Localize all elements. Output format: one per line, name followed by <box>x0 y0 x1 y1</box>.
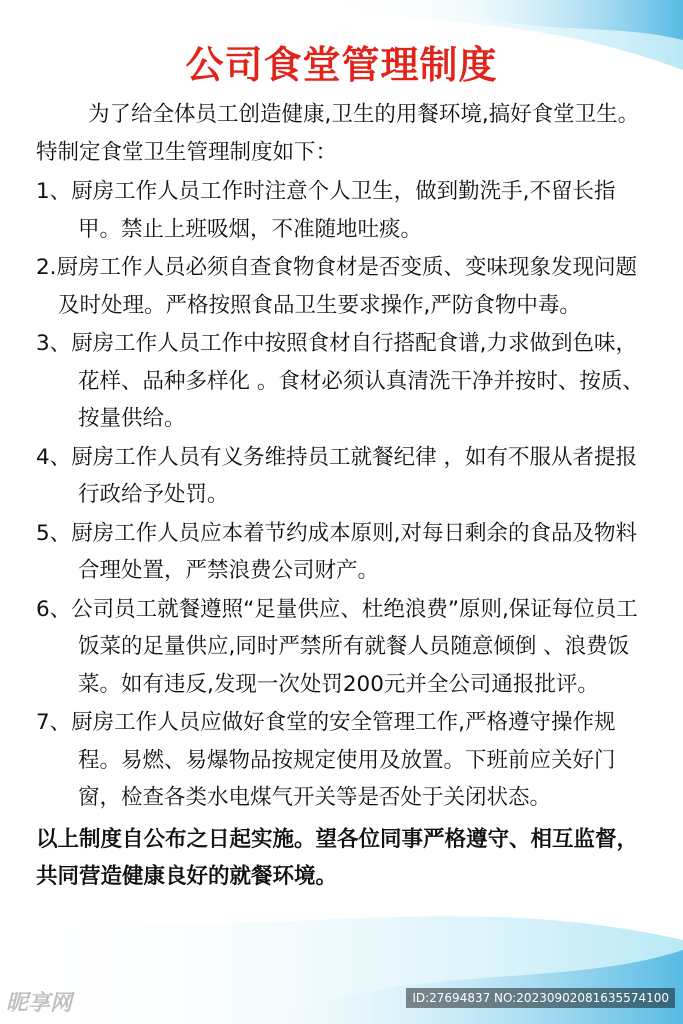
rule-item: 3、厨房工作人员工作中按照食材自行搭配食谱,力求做到色味，花样、品种多样化 。食材必须认真清洗干净并按时、按质、按量供给。 <box>36 331 644 431</box>
closing-statement: 以上制度自公布之日起实施。望各位同事严格遵守、相互监督，共同营造健康良好的就餐环境。 <box>36 826 639 889</box>
page-title: 公司食堂管理制度 <box>185 43 498 87</box>
rule-item: 6、公司员工就餐遵照“足量供应、杜绝浪费”原则,保证每位员工饭菜的足量供应,同时严禁所有就餐人员随意倾倒 、浪费饭菜。如有违反,发现一次处罚200元并全公司通报批评。 <box>36 596 638 697</box>
rules-body <box>36 96 651 917</box>
rule-item: 2.厨房工作人员必须自查食物食材是否变质、变味现象发现问题及时处理。严格按照食品卫生要求操作,严防食物中毒。 <box>36 255 638 318</box>
watermark-id: ID:27694837 NO:20230902081635574100 <box>406 988 675 1008</box>
intro-paragraph: 为了给全体员工创造健康,卫生的用餐环境,搞好食堂卫生。特制定食堂卫生管理制度如下： <box>36 102 640 165</box>
rule-item: 5、厨房工作人员应本着节约成本原则,对每日剩余的食品及物料合理处置，严禁浪费公司财产。 <box>36 520 638 583</box>
rule-item: 7、厨房工作人员应做好食堂的安全管理工作,严格遵守操作规程。易燃、易爆物品按规定使用及放置。下班前应关好门窗，检查各类水电煤气开关等是否处于关闭状态。 <box>36 710 616 810</box>
rule-item: 1、厨房工作人员工作时注意个人卫生，做到勤洗手,不留长指甲。禁止上班吸烟，不准随地吐痰。 <box>36 179 616 242</box>
watermark-logo: 昵享网 <box>6 991 73 1016</box>
rule-item: 4、厨房工作人员有义务维持员工就餐纪律 ，如有不服从者提报行政给予处罚。 <box>36 444 638 507</box>
